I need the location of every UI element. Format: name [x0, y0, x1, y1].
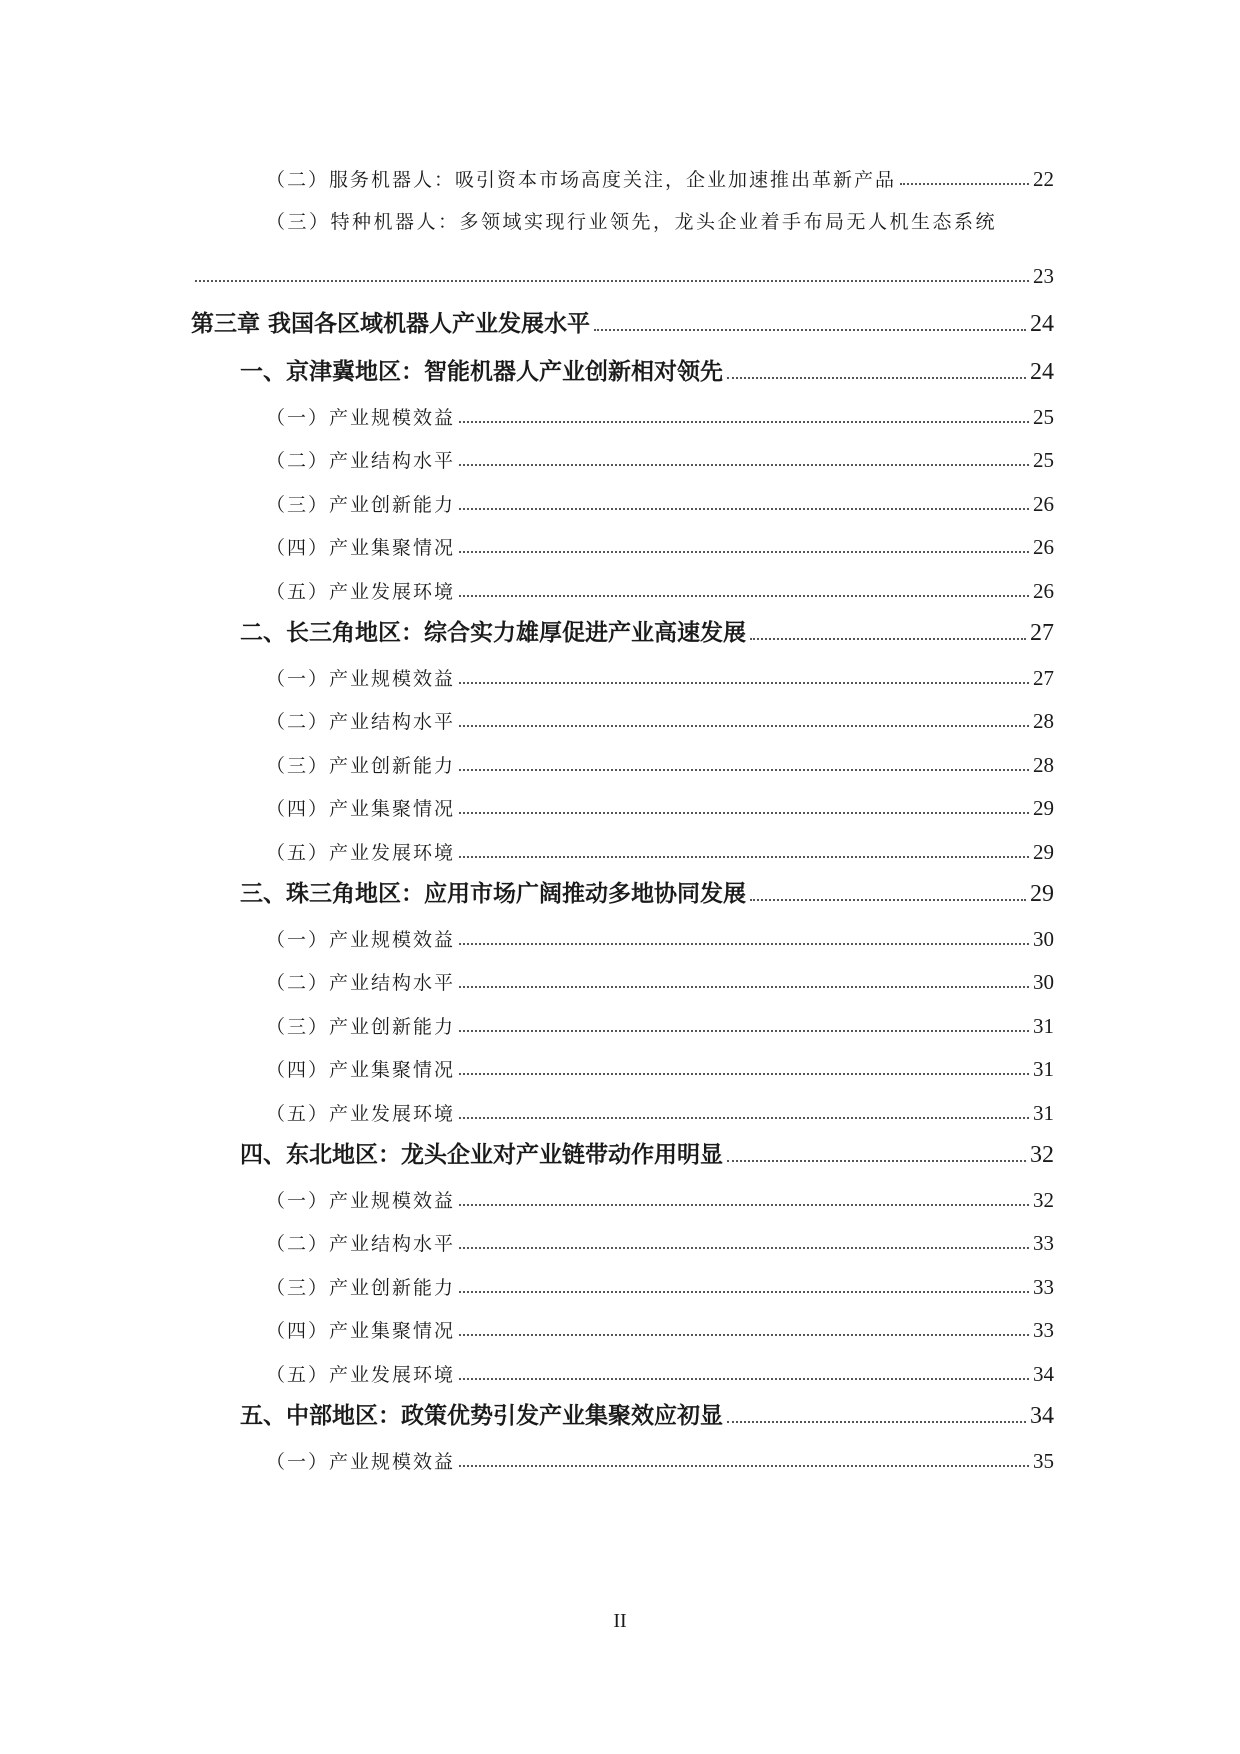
toc-section-label: 二、长三角地区：综合实力雄厚促进产业高速发展	[240, 619, 746, 646]
toc-chapter-page: 24	[1030, 311, 1054, 337]
toc-section-page: 24	[1030, 359, 1054, 385]
toc-item-page: 27	[1033, 665, 1054, 690]
toc-section-3[interactable]	[240, 876, 1054, 908]
dot-leader	[459, 1030, 1029, 1032]
toc-item[interactable]	[266, 1311, 1054, 1343]
toc-entry-special-robots-line1[interactable]	[266, 207, 997, 234]
toc-item-label: （一）产业规模效益	[266, 1450, 456, 1473]
toc-item-label: （四）产业集聚情况	[266, 537, 456, 559]
toc-section-4[interactable]	[240, 1137, 1054, 1169]
toc-item-page: 33	[1033, 1274, 1054, 1299]
toc-item-label: （二）产业结构水平	[266, 711, 456, 733]
dot-leader	[459, 769, 1029, 771]
dot-leader	[459, 682, 1029, 684]
toc-item[interactable]	[266, 572, 1054, 604]
toc-section-1[interactable]	[240, 354, 1054, 386]
dot-leader	[459, 1465, 1029, 1467]
toc-item-label: （三）产业创新能力	[266, 1015, 456, 1038]
toc-item-page: 29	[1033, 796, 1054, 820]
toc-item[interactable]	[266, 1268, 1054, 1300]
toc-item[interactable]	[266, 746, 1054, 778]
toc-entry-special-robots-line2[interactable]	[191, 257, 1054, 289]
toc-item-page: 26	[1033, 535, 1054, 559]
toc-item-page: 30	[1033, 926, 1054, 951]
dot-leader	[459, 1117, 1029, 1119]
toc-item-label: （五）产业发展环境	[266, 1363, 456, 1386]
toc-item[interactable]	[266, 1442, 1054, 1474]
toc-item[interactable]	[266, 702, 1054, 734]
dot-leader	[459, 1073, 1029, 1075]
toc-item[interactable]	[266, 398, 1054, 430]
toc-item[interactable]	[266, 1355, 1054, 1387]
toc-item-page: 31	[1033, 1100, 1054, 1125]
toc-item-label: （二）产业结构水平	[266, 450, 456, 472]
toc-entry-page: 23	[1033, 264, 1054, 288]
toc-item[interactable]	[266, 441, 1054, 473]
page-number-footer: II	[613, 1610, 627, 1632]
toc-item[interactable]	[266, 833, 1054, 865]
dot-leader	[900, 183, 1029, 185]
toc-item-label: （一）产业规模效益	[266, 667, 456, 690]
dot-leader	[459, 986, 1029, 988]
dot-leader	[459, 551, 1029, 553]
toc-item-page: 30	[1033, 970, 1054, 994]
toc-item[interactable]	[266, 963, 1054, 995]
toc-item-page: 32	[1033, 1187, 1054, 1212]
toc-item-label: （四）产业集聚情况	[266, 1320, 456, 1342]
toc-item-page: 28	[1033, 709, 1054, 733]
dot-leader	[459, 421, 1029, 423]
dot-leader	[459, 856, 1029, 858]
toc-section-page: 34	[1030, 1403, 1054, 1429]
dot-leader	[459, 595, 1029, 597]
toc-item[interactable]	[266, 789, 1054, 821]
toc-entry-label: （二）服务机器人：吸引资本市场高度关注，企业加速推出革新产品	[266, 169, 897, 191]
dot-leader	[459, 812, 1029, 814]
toc-item-page: 25	[1033, 448, 1054, 472]
dot-leader	[459, 1247, 1029, 1249]
toc-item-page: 31	[1033, 1057, 1054, 1081]
toc-item-label: （五）产业发展环境	[266, 580, 456, 603]
dot-leader	[459, 1378, 1029, 1380]
dot-leader	[727, 1421, 1026, 1423]
toc-entry-page: 22	[1033, 167, 1054, 191]
toc-item[interactable]	[266, 1050, 1054, 1082]
dot-leader	[750, 899, 1026, 901]
toc-section-label: 一、京津冀地区：智能机器人产业创新相对领先	[240, 358, 723, 385]
toc-item-page: 26	[1033, 491, 1054, 516]
toc-item-page: 35	[1033, 1448, 1054, 1473]
toc-item-label: （二）产业结构水平	[266, 1233, 456, 1255]
toc-chapter-3[interactable]	[191, 306, 1054, 338]
toc-section-5[interactable]	[240, 1398, 1054, 1430]
dot-leader	[594, 329, 1026, 331]
toc-item-label: （三）产业创新能力	[266, 1276, 456, 1299]
toc-item[interactable]	[266, 528, 1054, 560]
toc-section-label: 五、中部地区：政策优势引发产业集聚效应初显	[240, 1402, 723, 1429]
toc-item[interactable]	[266, 1094, 1054, 1126]
toc-item-page: 29	[1033, 839, 1054, 864]
dot-leader	[727, 1160, 1026, 1162]
toc-item-page: 33	[1033, 1318, 1054, 1342]
toc-item-page: 34	[1033, 1361, 1054, 1386]
toc-section-page: 27	[1030, 620, 1054, 646]
toc-item-page: 25	[1033, 404, 1054, 429]
toc-item-page: 31	[1033, 1013, 1054, 1038]
toc-item-label: （一）产业规模效益	[266, 1189, 456, 1212]
toc-chapter-label: 第三章 我国各区域机器人产业发展水平	[191, 310, 591, 337]
dot-leader	[459, 1334, 1029, 1336]
dot-leader	[727, 377, 1026, 379]
dot-leader	[459, 725, 1029, 727]
toc-section-label: 四、东北地区：龙头企业对产业链带动作用明显	[240, 1141, 723, 1168]
toc-item[interactable]	[266, 485, 1054, 517]
toc-entry-label: （三）特种机器人：多领域实现行业领先，龙头企业着手布局无人机生态系统	[266, 211, 998, 233]
toc-item-label: （一）产业规模效益	[266, 928, 456, 951]
dot-leader	[459, 508, 1029, 510]
toc-item-page: 28	[1033, 752, 1054, 777]
toc-item-label: （三）产业创新能力	[266, 493, 456, 516]
toc-item-label: （三）产业创新能力	[266, 754, 456, 777]
toc-entry-service-robots[interactable]	[266, 160, 1054, 192]
dot-leader	[195, 280, 1029, 282]
dot-leader	[459, 1204, 1029, 1206]
toc-item-label: （二）产业结构水平	[266, 972, 456, 994]
dot-leader	[459, 943, 1029, 945]
toc-section-page: 32	[1030, 1142, 1054, 1168]
toc-item-label: （四）产业集聚情况	[266, 798, 456, 820]
toc-item-page: 26	[1033, 578, 1054, 603]
toc-item[interactable]	[266, 920, 1054, 952]
toc-item-label: （四）产业集聚情况	[266, 1059, 456, 1081]
toc-item-label: （五）产业发展环境	[266, 1102, 456, 1125]
toc-section-label: 三、珠三角地区：应用市场广阔推动多地协同发展	[240, 880, 746, 907]
toc-item-label: （五）产业发展环境	[266, 841, 456, 864]
toc-section-2[interactable]	[240, 615, 1054, 647]
toc-item[interactable]	[266, 1181, 1054, 1213]
toc-item[interactable]	[266, 659, 1054, 691]
toc-section-page: 29	[1030, 881, 1054, 907]
dot-leader	[750, 638, 1026, 640]
toc-item-page: 33	[1033, 1231, 1054, 1255]
toc-item-label: （一）产业规模效益	[266, 406, 456, 429]
dot-leader	[459, 464, 1029, 466]
toc-item[interactable]	[266, 1224, 1054, 1256]
dot-leader	[459, 1291, 1029, 1293]
toc-item[interactable]	[266, 1007, 1054, 1039]
